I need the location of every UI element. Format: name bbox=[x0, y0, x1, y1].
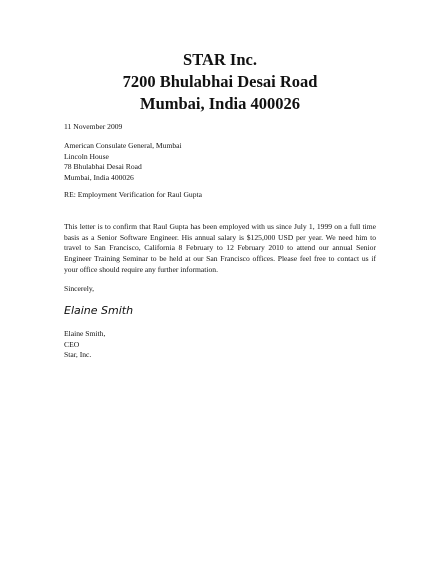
signer-block bbox=[64, 329, 376, 361]
signer-title: CEO bbox=[64, 339, 80, 349]
signer-name: Elaine Smith, bbox=[64, 329, 106, 338]
company-name: STAR Inc. bbox=[183, 50, 257, 69]
signature: Elaine Smith bbox=[64, 304, 134, 317]
subject-line: RE: Employment Verification for Raul Gupta bbox=[64, 190, 202, 199]
closing: Sincerely, bbox=[64, 284, 95, 293]
body-paragraph: This letter is to confirm that Raul Gupta has been employed with us since July 1, 1999 on a full time basis as a Senior Software Engineer. His annual salary is $125,000 USD per year. We need him to travel to San Francisco, California 8 February to 12 February 2010 to attend our annual Senior Engineer Training Seminar to be held at our San Francisco offices. Please feel free to contact us if your office should require any further information. bbox=[64, 222, 376, 274]
letterhead bbox=[0, 49, 440, 115]
recipient-line-1: American Consulate General, Mumbai bbox=[64, 141, 182, 150]
recipient-line-4: Mumbai, India 400026 bbox=[64, 173, 134, 183]
company-address: 7200 Bhulabhai Desai Road bbox=[122, 72, 318, 91]
company-city: Mumbai, India 400026 bbox=[140, 94, 300, 113]
recipient-line-2: Lincoln House bbox=[64, 151, 109, 161]
letter-date: 11 November 2009 bbox=[64, 122, 123, 131]
recipient-line-3: 78 Bhulabhai Desai Road bbox=[64, 162, 142, 172]
signer-company: Star, Inc. bbox=[64, 350, 92, 360]
recipient-address bbox=[64, 141, 376, 184]
